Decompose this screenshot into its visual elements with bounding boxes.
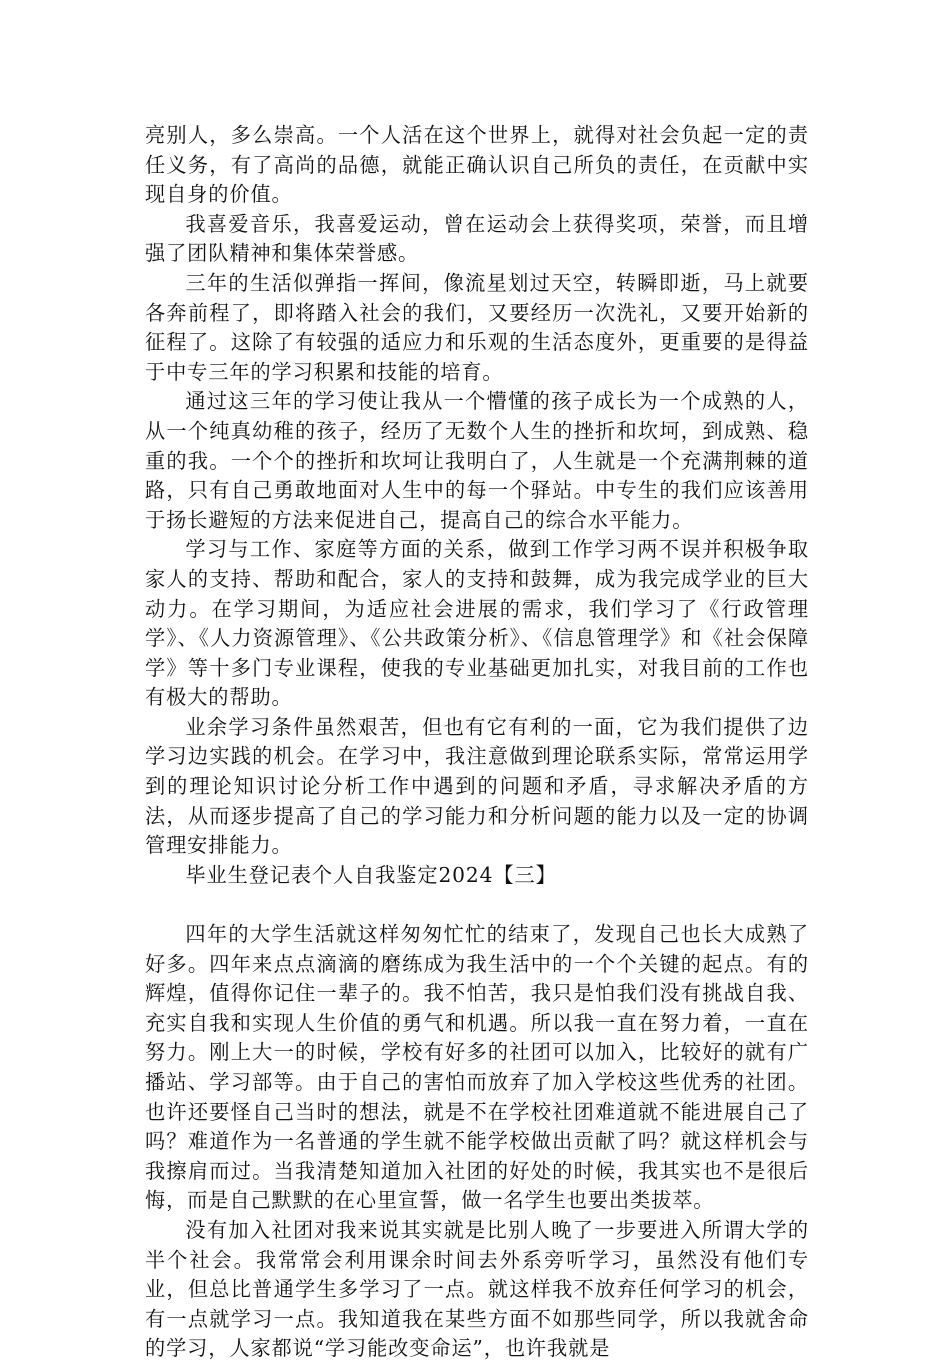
paragraph-1: 亮别人，多么崇高。一个人活在这个世界上，就得对社会负起一定的责任义务，有了高尚的品德，就能正确认识自己所负的责任，在贡献中实现自身的价值。	[145, 123, 809, 207]
paragraph-8: 没有加入社团对我来说其实就是比别人晚了一步要进入所谓大学的半个社会。我常常会利用课余时间去外系旁听学习，虽然没有他们专业，但总比普通学生多学习了一点。就这样我不放弃任何学习的机会，有一点就学习一点。我知道我在某些方面不如那些同学，所以我就舍命的学习，人家都说“学习能改变命运”，也许我就是	[145, 1217, 809, 1361]
paragraph-6: 业余学习条件虽然艰苦，但也有它有利的一面，它为我们提供了边学习边实践的机会。在学习中，我注意做到理论联系实际，常常运用学到的理论知识讨论分析工作中遇到的问题和矛盾，寻求解决矛盾的方法，从而逐步提高了自己的学习能力和分析问题的能力以及一定的协调管理安排能力。	[145, 714, 809, 858]
blank-line	[145, 890, 809, 920]
document-page	[145, 121, 809, 1364]
paragraph-3: 三年的生活似弹指一挥间，像流星划过天空，转瞬即逝，马上就要各奔前程了，即将踏入社会的我们，又要经历一次洗礼，又要开始新的征程了。这除了有较强的适应力和乐观的生活态度外，更重要的是得益于中专三年的学习积累和技能的培育。	[145, 270, 809, 384]
paragraph-2: 我喜爱音乐，我喜爱运动，曾在运动会上获得奖项，荣誉，而且增强了团队精神和集体荣誉感。	[145, 211, 809, 266]
paragraph-5: 学习与工作、家庭等方面的关系，做到工作学习两不误并积极争取家人的支持、帮助和配合，家人的支持和鼓舞，成为我完成学业的巨大动力。在学习期间，为适应社会进展的需求，我们学习了《行政管理学》、《人力资源管理》、《公共政策分析》、《信息管理学》和《社会保障学》等十多门专业课程，使我的专业基础更加扎实，对我目前的工作也有极大的帮助。	[145, 537, 809, 710]
paragraph-7: 四年的大学生活就这样匆匆忙忙的结束了，发现自己也长大成熟了好多。四年来点点滴滴的磨练成为我生活中的一个个关键的起点。有的辉煌，值得你记住一辈子的。我不怕苦，我只是怕我们没有挑战自我、充实自我和实现人生价值的勇气和机遇。所以我一直在努力着，一直在努力。刚上大一的时候，学校有好多的社团可以加入，比较好的就有广播站、学习部等。由于自己的害怕而放弃了加入学校这些优秀的社团。也许还要怪自己当时的想法，就是不在学校社团难道就不能进展自己了吗？难道作为一名普通的学生就不能学校做出贡献了吗？就这样机会与我擦肩而过。当我清楚知道加入社团的好处的时候，我其实也不是很后悔，而是自己默默的在心里宣誓，做一名学生也要出类拔萃。	[145, 922, 809, 1213]
section-heading: 毕业生登记表个人自我鉴定2024【三】	[185, 862, 557, 887]
paragraph-4: 通过这三年的学习使让我从一个懵懂的孩子成长为一个成熟的人，从一个纯真幼稚的孩子，经历了无数个人生的挫折和坎坷，到成熟、稳重的我。一个个的挫折和坎坷让我明白了，人生就是一个充满荆棘的道路，只有自己勇敢地面对人生中的每一个驿站。中专生的我们应该善用于扬长避短的方法来促进自己，提高自己的综合水平能力。	[145, 389, 809, 532]
